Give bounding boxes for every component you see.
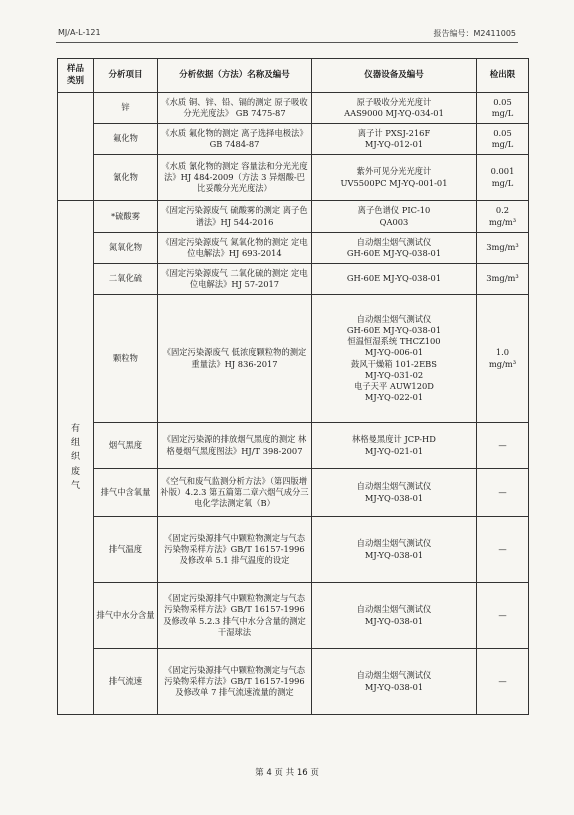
detection-limit-cell (477, 295, 529, 423)
instrument-line: QA003 (379, 216, 409, 227)
detection-limit-value: 0.2 (495, 205, 510, 216)
header-instrument: 仪器设备及编号 (312, 59, 477, 93)
analysis-method: 《固定污染源废气 低浓度颗粒物的测定 重量法》HJ 836-2017 (158, 295, 312, 423)
table-row (58, 264, 529, 295)
table-row (58, 233, 529, 264)
detection-limit-value: — (498, 675, 507, 686)
category-water-cell (58, 93, 94, 201)
instrument-line: MJ-YQ-031-02 (364, 369, 424, 380)
analysis-item: 氟化物 (94, 124, 158, 155)
detection-limit-value: 0.05 (493, 96, 512, 107)
instrument-line: MJ-YQ-038-01 (364, 549, 424, 560)
instrument-line: 离子计 PXSJ-216F (357, 127, 431, 138)
detection-limit-value: 1.0 (495, 347, 510, 358)
analysis-method: 《水质 氰化物的测定 容量法和分光光度法》HJ 484-2009（方法 3 异烟酸-巴比妥酸分光光度法） (158, 155, 312, 201)
instrument-cell (312, 201, 477, 233)
table-row (58, 517, 529, 583)
instrument-cell (312, 93, 477, 124)
detection-limit-value: mg/m³ (488, 216, 517, 227)
analysis-item: 氮氧化物 (94, 233, 158, 264)
table-row (58, 93, 529, 124)
header-category: 样品 类别 (58, 59, 94, 93)
analysis-item: 颗粒物 (94, 295, 158, 423)
analysis-method: 《固定污染源废气 二氧化硫的测定 定电位电解法》HJ 57-2017 (158, 264, 312, 295)
analysis-item: *硫酸雾 (94, 201, 158, 233)
category-char: 废 (70, 466, 80, 477)
detection-limit-value: mg/L (491, 139, 514, 149)
table-row (58, 649, 529, 715)
analysis-item: 二氧化硫 (94, 264, 158, 295)
table-row (58, 155, 529, 201)
instrument-line: 自动烟尘烟气测试仪 (356, 670, 432, 681)
instrument-line: GH-60E MJ-YQ-038-01 (346, 324, 442, 335)
instrument-line: GH-60E MJ-YQ-038-01 (346, 273, 442, 284)
analysis-method: 《空气和废气监测分析方法》（第四版增补版）4.2.3 第五篇第二章六烟气成分三电化学法测定氧（B） (158, 469, 312, 517)
instrument-cell (312, 124, 477, 155)
instrument-line: 恒温恒湿系统 THCZ100 (347, 336, 441, 347)
instrument-line: MJ-YQ-006-01 (364, 347, 424, 358)
instrument-line: GH-60E MJ-YQ-038-01 (346, 248, 442, 258)
detection-limit-value: 0.001 (490, 166, 515, 177)
instrument-cell (312, 469, 477, 517)
analysis-item: 排气温度 (94, 517, 158, 583)
instrument-cell (312, 517, 477, 583)
instrument-line: 自动烟尘烟气测试仪 (356, 236, 432, 247)
category-char: 组 (70, 437, 80, 448)
detection-limit-cell (477, 201, 529, 233)
detection-limit-cell (477, 155, 529, 201)
table-row (58, 469, 529, 517)
analysis-item: 氰化物 (94, 155, 158, 201)
instrument-line: 离子色谱仪 PIC-10 (357, 205, 431, 216)
detection-limit-value: 3mg/m³ (486, 242, 519, 253)
instrument-line: MJ-YQ-021-01 (364, 445, 424, 456)
instrument-line: MJ-YQ-038-01 (364, 492, 424, 503)
instrument-line: MJ-YQ-012-01 (364, 139, 424, 149)
category-char: 气 (70, 481, 80, 492)
instrument-cell (312, 264, 477, 295)
instrument-line: AAS9000 MJ-YQ-034-01 (344, 108, 444, 118)
detection-limit-value: mg/m³ (488, 358, 517, 369)
header-method: 分析依据（方法）名称及编号 (158, 59, 312, 93)
table-row (58, 201, 529, 233)
instrument-line: 原子吸收分光光度计 (356, 96, 432, 107)
report-number: 报告编号：M2411005 (433, 29, 516, 38)
analysis-method: 《水质 氟化物的测定 离子选择电极法》GB 7484-87 (158, 124, 312, 155)
analysis-method: 《固定污染源废气 氮氧化物的测定 定电位电解法》HJ 693-2014 (158, 233, 312, 264)
detection-limit-cell (477, 517, 529, 583)
instrument-line: 鼓风干燥箱 101-2EBS (351, 358, 437, 369)
instrument-cell (312, 295, 477, 423)
category-char: 有 (70, 423, 80, 434)
header-limit: 检出限 (477, 59, 529, 93)
header-divider (56, 42, 518, 43)
analysis-item: 锌 (94, 93, 158, 124)
detection-limit-cell (477, 423, 529, 469)
instrument-line: MJ-YQ-038-01 (364, 615, 424, 626)
detection-limit-value: mg/L (491, 177, 514, 188)
instrument-cell (312, 233, 477, 264)
instrument-line: 自动烟尘烟气测试仪 (356, 313, 432, 324)
detection-limit-value: — (498, 543, 507, 554)
instrument-line: MJ-YQ-038-01 (364, 681, 424, 692)
table-row (58, 295, 529, 423)
detection-limit-value: 0.05 (493, 127, 512, 138)
instrument-line: 自动烟尘烟气测试仪 (356, 604, 432, 615)
method-table (57, 58, 529, 715)
analysis-method: 《固定污染源排气中颗粒物测定与气态污染物采样方法》GB/T 16157-1996 及修改单 5.2.3 排气中水分含量的测定 干湿球法 (158, 583, 312, 649)
detection-limit-cell (477, 264, 529, 295)
detection-limit-cell (477, 233, 529, 264)
detection-limit-value: 3mg/m³ (486, 273, 519, 284)
table-row (58, 423, 529, 469)
instrument-cell (312, 155, 477, 201)
analysis-method: 《固定污染源排气中颗粒物测定与气态污染物采样方法》GB/T 16157-1996 及修改单 5.1 排气温度的设定 (158, 517, 312, 583)
analysis-item: 烟气黑度 (94, 423, 158, 469)
detection-limit-cell (477, 93, 529, 124)
instrument-line: 紫外可见分光光度计 (356, 166, 432, 177)
detection-limit-value: — (498, 609, 507, 620)
instrument-line: UV5500PC MJ-YQ-001-01 (340, 177, 448, 188)
table-row (58, 583, 529, 649)
detection-limit-cell (477, 124, 529, 155)
instrument-cell (312, 423, 477, 469)
detection-limit-cell (477, 649, 529, 715)
instrument-line: 自动烟尘烟气测试仪 (356, 481, 432, 492)
table-header-row (58, 59, 529, 93)
header-item: 分析项目 (94, 59, 158, 93)
analysis-method: 《固定污染源排气中颗粒物测定与气态污染物采样方法》GB/T 16157-1996 及修改单 7 排气流速流量的测定 (158, 649, 312, 715)
instrument-cell (312, 649, 477, 715)
analysis-method: 《水质 铜、锌、铅、镉的测定 原子吸收分光光度法》 GB 7475-87 (158, 93, 312, 124)
category-gas-cell (58, 201, 94, 715)
analysis-method: 《固定污染源的排放烟气黑度的测定 林格曼烟气黑度图法》HJ/T 398-2007 (158, 423, 312, 469)
instrument-line: 自动烟尘烟气测试仪 (356, 538, 432, 549)
instrument-line: 电子天平 AUW120D (354, 380, 434, 391)
detection-limit-cell (477, 469, 529, 517)
analysis-item: 排气中含氧量 (94, 469, 158, 517)
analysis-method: 《固定污染源废气 硫酸雾的测定 离子色谱法》HJ 544-2016 (158, 201, 312, 233)
document-code: MJ/A-L-121 (58, 28, 101, 37)
instrument-cell (312, 583, 477, 649)
page-number: 第 4 页 共 16 页 (255, 768, 319, 778)
detection-limit-value: — (498, 486, 507, 497)
category-char: 织 (70, 452, 80, 463)
detection-limit-value: mg/L (491, 108, 514, 118)
analysis-item: 排气中水分含量 (94, 583, 158, 649)
analysis-item: 排气流速 (94, 649, 158, 715)
instrument-line: MJ-YQ-022-01 (364, 392, 424, 403)
detection-limit-cell (477, 583, 529, 649)
instrument-line: 林格曼黑度计 JCP-HD (352, 434, 436, 445)
detection-limit-value: — (498, 439, 507, 450)
table-row (58, 124, 529, 155)
